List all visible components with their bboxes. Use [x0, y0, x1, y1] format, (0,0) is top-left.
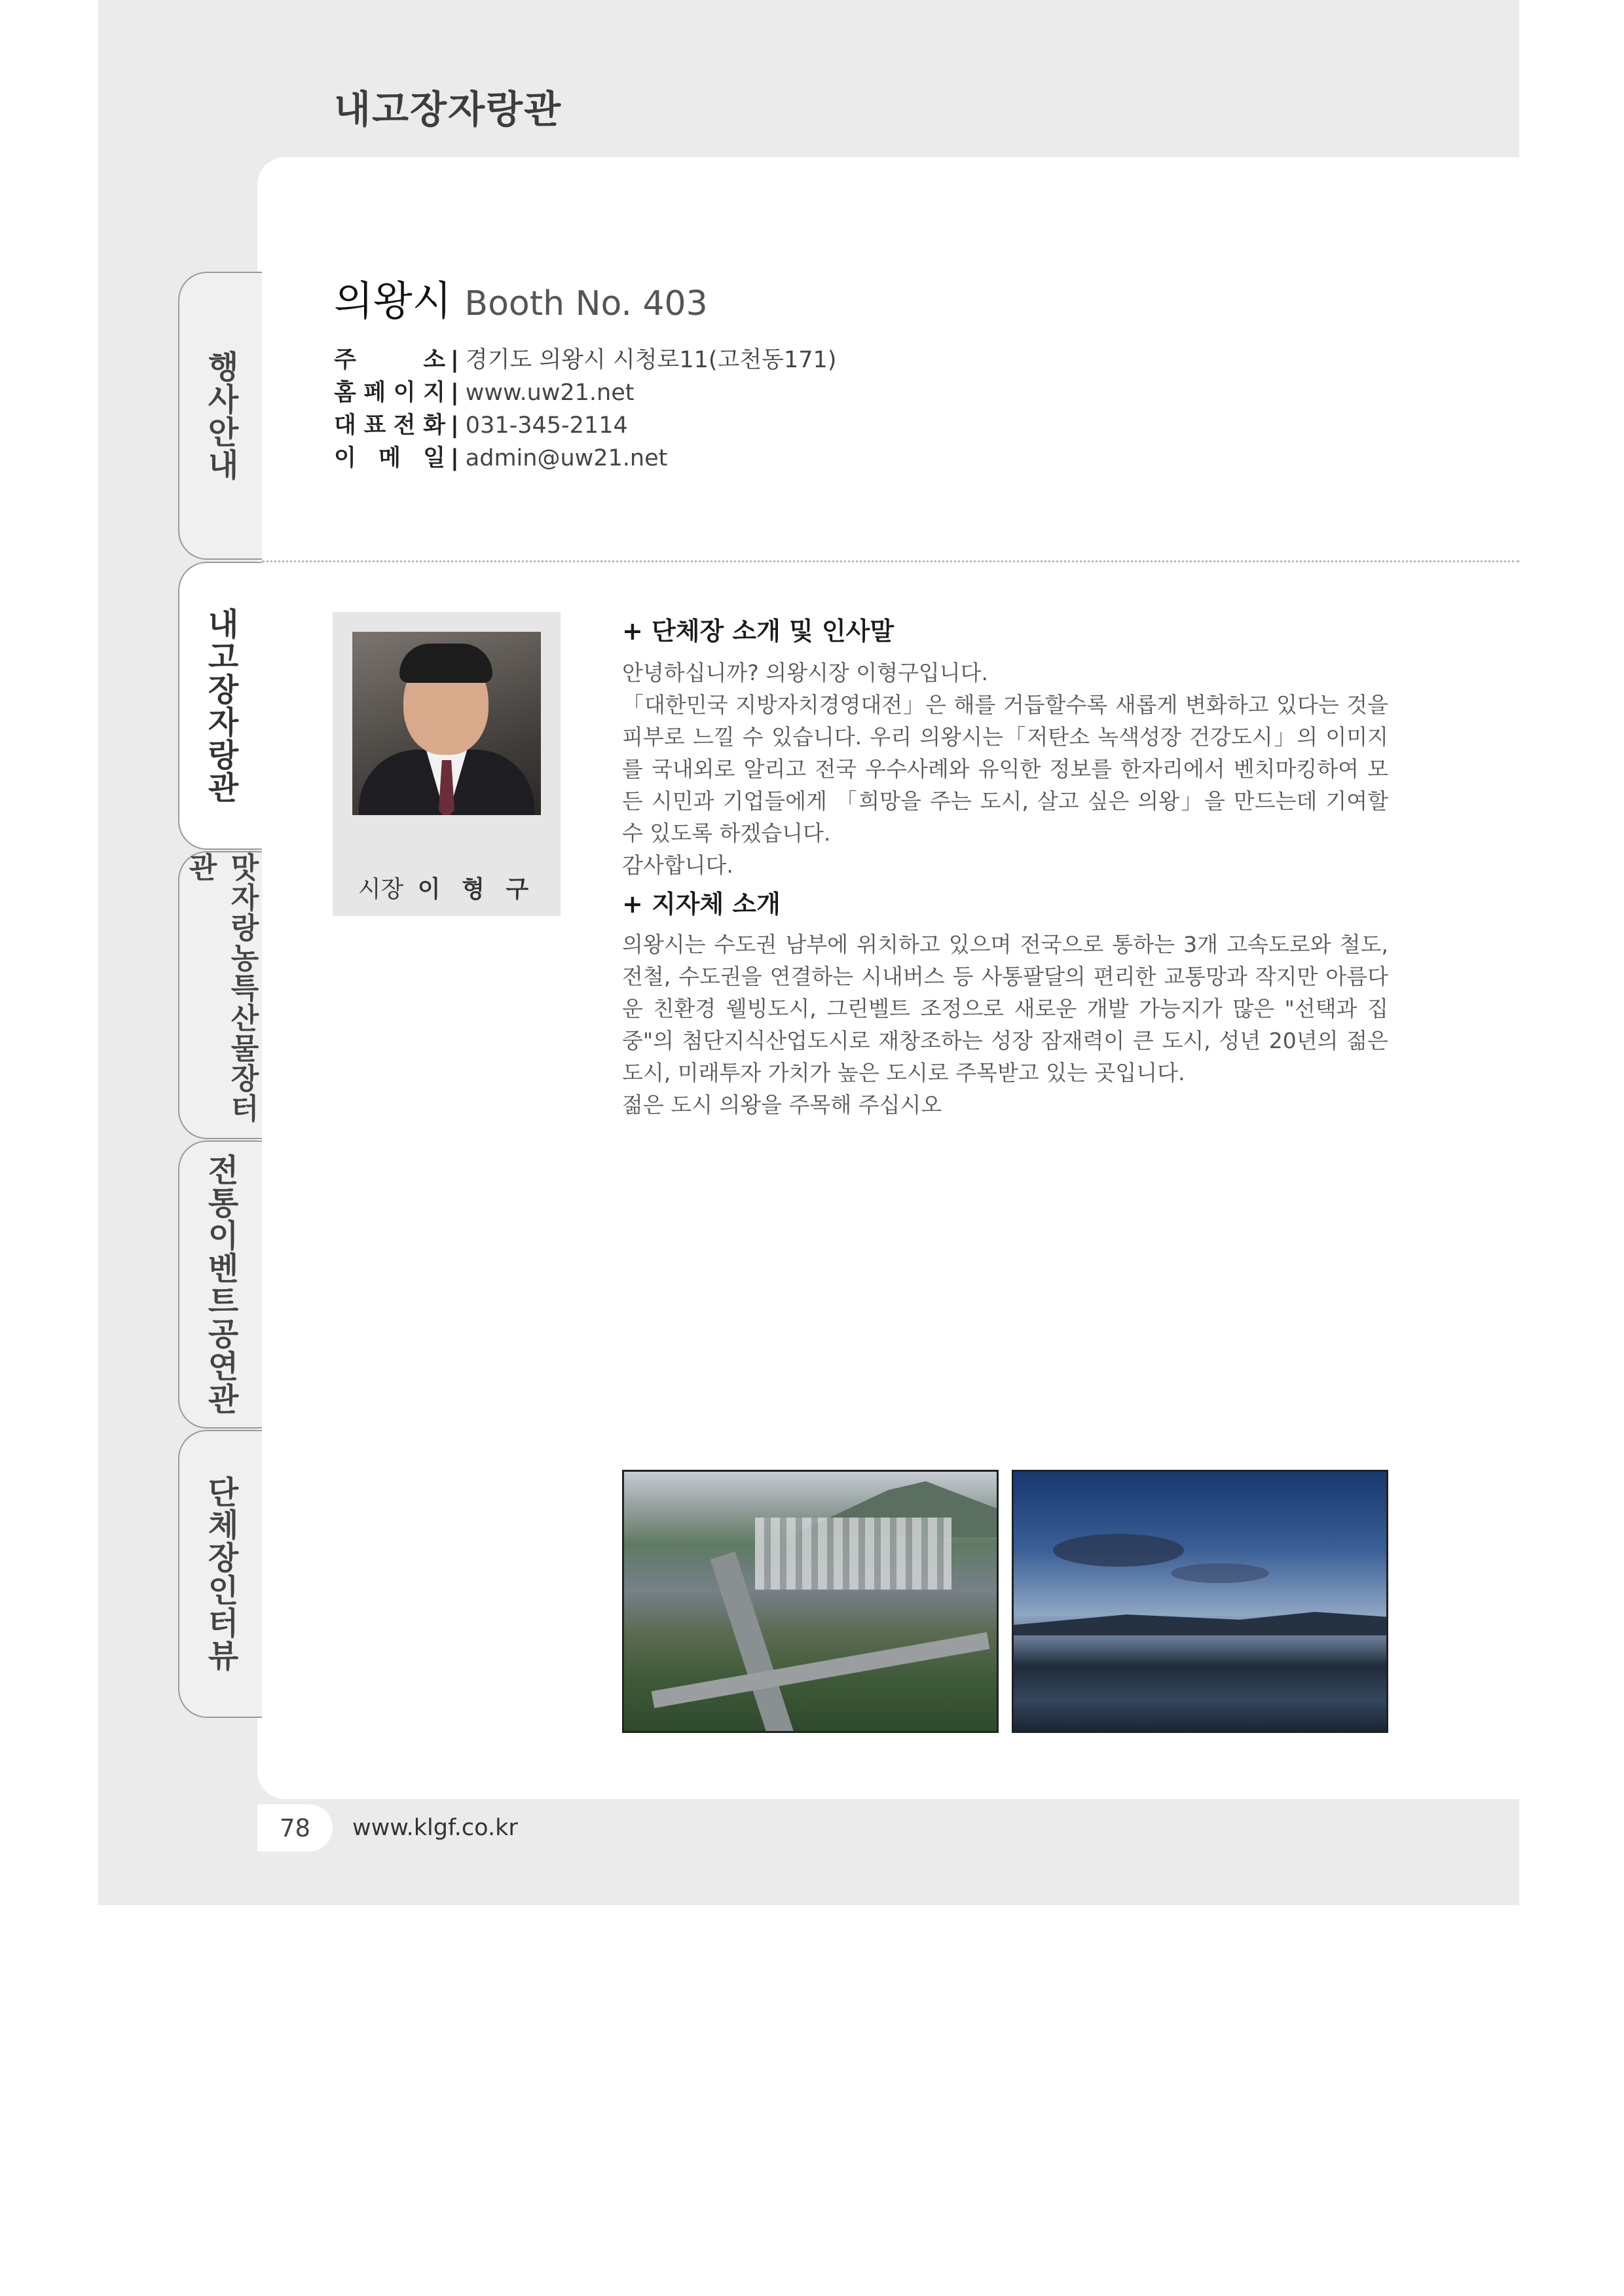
side-tab-mayor-interview[interactable] — [178, 1430, 262, 1718]
info-row-address: 주 소 | 경기도 의왕시 시청로11(고천동171) — [334, 344, 836, 376]
side-tab-food-market[interactable] — [178, 851, 262, 1139]
mayor-title: 시장 — [358, 876, 404, 903]
info-row-phone: 대 표 전 화 | 031-345-2114 — [334, 409, 836, 442]
section-title: 내고장자랑관 — [334, 87, 563, 132]
side-tab-label: 행사안내 — [202, 350, 239, 481]
footer-url[interactable]: www.klgf.co.kr — [352, 1815, 518, 1841]
portrait-caption — [333, 871, 561, 904]
dotted-divider — [262, 560, 1519, 562]
side-tab-label: 내고장자랑관 — [202, 608, 239, 804]
address-value: 경기도 의왕시 시청로11(고천동171) — [465, 347, 837, 373]
intro-line: 젊은 도시 의왕을 주목해 주십시오 — [622, 1092, 942, 1118]
greeting-line: 안녕하십니까? 의왕시장 이형구입니다. — [622, 660, 989, 685]
intro-line: 의왕시는 수도권 남부에 위치하고 있으며 전국으로 통하는 3개 고속도로와 철도, 전철, 수도권을 연결하는 시내버스 등 사통팔달의 편리한 교통망과 작지만 아름다운 친환경 웰빙도시, 그린벨트 조정으로 새로운 개발 가능지가 많은 "선택과 집중"의 첨단지식산업도시로 재창조하는 성장 잠재력이 큰 도시, 성년 20년의 젊은 도시, 미래투자 가치가 높은 도시로 주목받고 있는 곳입니다. — [622, 932, 1388, 1085]
page-footer — [257, 1799, 1519, 1865]
info-label: 이 메 일 — [334, 445, 445, 471]
info-label: 대 표 전 화 — [334, 412, 445, 439]
city-aerial-photo — [622, 1470, 999, 1733]
info-row-email: 이 메 일 | admin@uw21.net — [334, 442, 836, 475]
mayor-portrait-card — [333, 612, 561, 916]
intro-heading: + 지자체 소개 — [622, 890, 781, 919]
mayor-photo — [352, 632, 541, 815]
phone-value: 031-345-2114 — [465, 412, 628, 439]
info-row-homepage: 홈 페 이 지 | www.uw21.net — [334, 376, 836, 409]
greeting-line: 감사합니다. — [622, 852, 733, 878]
greeting-body — [622, 657, 1388, 881]
greeting-heading: + 단체장 소개 및 인사말 — [622, 617, 895, 646]
lake-sunset-photo — [1012, 1470, 1388, 1733]
info-label: 홈 페 이 지 — [334, 380, 445, 406]
booth-number: Booth No. 403 — [464, 284, 708, 323]
contact-info — [334, 344, 836, 475]
org-name: 의왕시 — [334, 277, 452, 325]
intro-body — [622, 928, 1388, 1121]
side-tab-traditional-events[interactable] — [178, 1140, 262, 1429]
side-tab-hometown-pride[interactable] — [178, 562, 262, 850]
page-number: 78 — [257, 1804, 333, 1851]
side-tab-event-info[interactable] — [178, 272, 262, 560]
mayor-name: 이 형 구 — [417, 876, 536, 903]
greeting-line: 「대한민국 지방자치경영대전」은 해를 거듭할수록 새롭게 변화하고 있다는 것을 피부로 느낄 수 있습니다. 우리 의왕시는「저탄소 녹색성장 건강도시」의 이미지를 국내외로 알리고 전국 우수사례와 유익한 정보를 한자리에서 벤치마킹하여 모든 시민과 기업들에게 「희망을 주는 도시, 살고 싶은 의왕」을 만드는데 기여할 수 있도록 하겠습니다. — [622, 692, 1388, 846]
org-title — [334, 268, 708, 327]
homepage-link[interactable]: www.uw21.net — [465, 380, 635, 406]
side-tab-label: 전통이벤트공연관 — [202, 1154, 239, 1415]
info-label: 주 소 — [334, 347, 445, 373]
email-link[interactable]: admin@uw21.net — [465, 445, 668, 471]
side-tab-label: 단체장인터뷰 — [202, 1476, 239, 1672]
side-tab-label: 맛자랑농특산물장터관 — [183, 852, 259, 1123]
